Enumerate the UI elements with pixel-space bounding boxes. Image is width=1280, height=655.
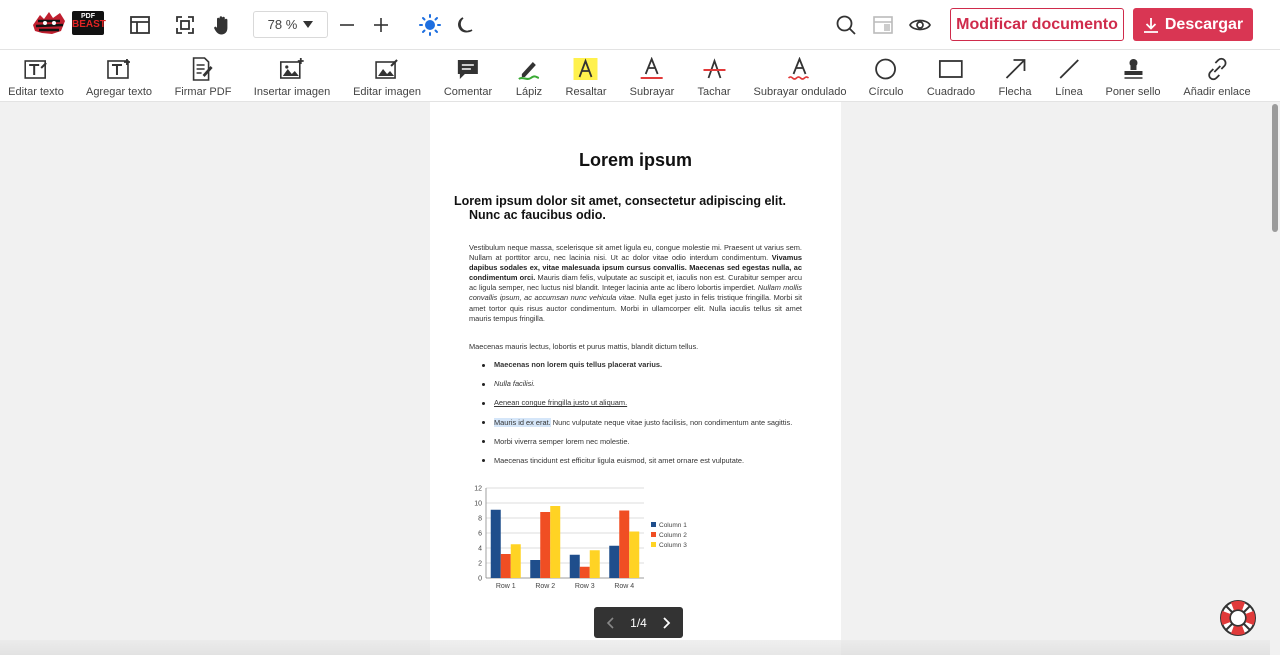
tool-label: Insertar imagen [253,86,331,98]
highlight-icon [573,56,599,82]
pdf-beast-logo[interactable] [30,9,104,37]
tool-label: Tachar [697,86,731,98]
wavy-underline-icon [787,56,813,82]
tool-label: Subrayar ondulado [753,86,847,98]
chevron-down-icon [303,21,313,28]
chart-bar [491,510,501,578]
tool-label: Lápiz [515,86,543,98]
tool-label: Editar texto [8,86,64,98]
comment-icon [455,56,481,82]
legend-label: Column 1 [659,522,687,529]
tool-label: Poner sello [1105,86,1161,98]
tool-label: Cuadrado [926,86,976,98]
zoom-in-icon[interactable] [369,13,393,37]
tool-label: Subrayar [629,86,675,98]
underline-icon [639,56,665,82]
para-text: Nulla eget justo in felis tristique fringilla. Morbi sit amet tortor quis risus auctor condimentum. Morbi in ullamcorper elit. Nulla iaculis tellus sit amet mauris tempus fringilla. [469,293,802,323]
help-lifebuoy-icon[interactable] [1218,598,1258,638]
tool-wavy-underline[interactable] [754,56,847,98]
y-tick-label: 10 [474,500,482,508]
list-item-text: Morbi viverra semper lorem nec molestie. [494,436,630,446]
doc-title: Lorem ipsum [578,150,693,170]
annotation-toolbar [0,50,1280,102]
doc-heading-line2: Nunc ac faucibus odio. [469,208,606,222]
logo-badge [72,11,104,35]
tool-circle[interactable] [869,56,904,98]
layout-icon[interactable] [128,13,152,37]
download-icon [1143,17,1159,33]
list-item [479,437,804,447]
chart-bar [590,550,600,578]
chart-bar [540,512,550,578]
tool-add-text[interactable] [86,56,152,98]
download-button[interactable] [1133,8,1253,41]
tool-label: Círculo [868,86,904,98]
para-bold-text: Vivamus dapibus sodales ex, vitae malesuada ipsum cursus convallis. Maecenas sed egestas nulla, ac condimentum orci. [469,253,802,283]
page-navigator [594,607,683,638]
list-item [479,360,804,370]
zoom-value: 78 % [267,17,298,32]
list-item-text: Maecenas tincidunt est efficitur ligula euismod, sit amet ornare est vulputate. [494,455,745,465]
chart-bar [550,506,560,578]
search-icon[interactable] [834,13,858,37]
tool-label: Resaltar [565,86,607,98]
logo-text-pdf: PDF [81,13,95,20]
list-item-text: Maecenas non lorem quis tellus placerat varius. [494,360,662,369]
preview-icon[interactable] [908,13,932,37]
pdf-page[interactable] [430,102,841,655]
logo-text-beast: BEAST [72,19,106,30]
tool-label: Agregar texto [85,86,153,98]
sign-icon [190,56,216,82]
tool-edit-text[interactable] [8,56,64,98]
tool-edit-image[interactable] [353,56,421,98]
strikethrough-icon [701,56,727,82]
list-item [479,398,804,408]
chart-bar [619,511,629,579]
list-item [479,379,804,389]
modify-document-button[interactable]: Modificar documento [950,8,1124,41]
add-text-icon [106,56,132,82]
x-tick-label: Row 4 [614,583,635,590]
list-item-text: Aenean congue fringilla justo ut aliquam. [494,398,628,408]
circle-icon [873,56,899,82]
chart-bar [530,560,540,578]
y-tick-label: 6 [478,530,482,538]
square-icon [938,56,964,82]
tool-add-link[interactable] [1183,56,1250,98]
edit-image-icon [374,56,400,82]
highlighted-text: Mauris id ex erat. [494,417,551,427]
light-mode-icon[interactable] [418,13,442,37]
download-label: Descargar [1164,15,1244,33]
legend-label: Column 2 [659,532,687,539]
y-tick-label: 0 [478,575,482,583]
panel-icon[interactable] [871,13,895,37]
doc-heading [454,194,814,222]
tool-label: Comentar [443,86,493,98]
dark-mode-icon[interactable] [454,13,478,37]
para-text: Vestibulum neque massa, scelerisque sit amet ligula eu, congue molestie mi. Praesent ut varius sem. Nullam at porttitor arcu, nec lacinia nisi. Ut ac dolor vitae odio interdum condimentum. [469,243,802,263]
link-icon [1204,56,1230,82]
tool-label: Firmar PDF [174,86,232,98]
chart-bar [570,555,580,578]
tool-label: Editar imagen [353,86,421,98]
tool-highlight[interactable] [566,56,607,98]
tool-strikethrough[interactable] [697,56,730,98]
tool-label: Añadir enlace [1183,86,1251,98]
edit-text-icon [23,56,49,82]
list-item-text: Nulla facilisi. [494,379,536,389]
stamp-icon [1120,56,1146,82]
hand-icon[interactable] [210,13,234,37]
tool-stamp[interactable] [1105,56,1160,98]
legend-swatch [651,522,656,527]
zoom-out-icon[interactable] [335,13,359,37]
para-italic-text: Nullam mollis convallis ipsum, ac accumsan nunc vehicula vitae. [469,283,802,303]
insert-image-icon [279,56,305,82]
tool-label: Línea [1055,86,1083,98]
x-tick-label: Row 2 [535,583,556,590]
line-icon [1056,56,1082,82]
legend-swatch [651,532,656,537]
tool-arrow[interactable] [998,56,1031,98]
x-tick-label: Row 1 [495,583,516,590]
beast-mascot-icon [30,9,68,37]
pencil-icon [516,56,542,82]
bar-chart [464,482,724,597]
scrollbar-thumb[interactable] [1272,104,1278,232]
doc-bullet-list [479,360,804,475]
tool-line[interactable] [1055,56,1083,98]
tool-insert-image[interactable] [254,56,330,98]
zoom-select[interactable] [253,11,328,38]
tool-square[interactable] [927,56,975,98]
fullscreen-icon[interactable] [173,13,197,37]
chart-bar [629,532,639,579]
y-tick-label: 4 [478,545,482,553]
doc-paragraph-2: Maecenas mauris lectus, lobortis et purus mattis, blandit dictum tellus. [469,342,699,351]
list-item [479,456,804,466]
y-tick-label: 12 [474,485,482,493]
tool-comment[interactable] [444,56,492,98]
legend-label: Column 3 [659,542,687,549]
para-text: Mauris diam felis, vulputate ac suscipit et, iaculis non est. Curabitur semper arcu ac ligula semper, nec luctus nisl blandit. Integer lacinia ante ac libero lobortis imperdiet. [469,273,802,293]
tool-pencil[interactable] [516,56,542,98]
next-page-icon[interactable] [661,617,673,629]
page-indicator: 1/4 [630,615,647,630]
chart-bar [511,544,521,578]
legend-swatch [651,542,656,547]
prev-page-icon[interactable] [604,617,616,629]
top-bar [0,0,1280,50]
list-item-text: Nunc vulputate neque vitae justo facilisis, non condimentum ante sagittis. [550,417,793,427]
tool-label: Flecha [998,86,1032,98]
tool-sign-pdf[interactable] [175,56,232,98]
bottom-shadow [0,640,1270,655]
y-tick-label: 8 [478,515,482,523]
list-item [479,418,804,428]
chart-bar [580,567,590,578]
chart-bar [501,554,511,578]
doc-heading-line1: Lorem ipsum dolor sit amet, consectetur adipiscing elit. [454,194,787,208]
y-tick-label: 2 [478,560,482,568]
x-tick-label: Row 3 [574,583,595,590]
tool-underline[interactable] [630,56,675,98]
chart-bar [609,546,619,578]
arrow-icon [1002,56,1028,82]
doc-paragraph [469,243,802,324]
document-scrollbar[interactable] [1270,104,1280,655]
